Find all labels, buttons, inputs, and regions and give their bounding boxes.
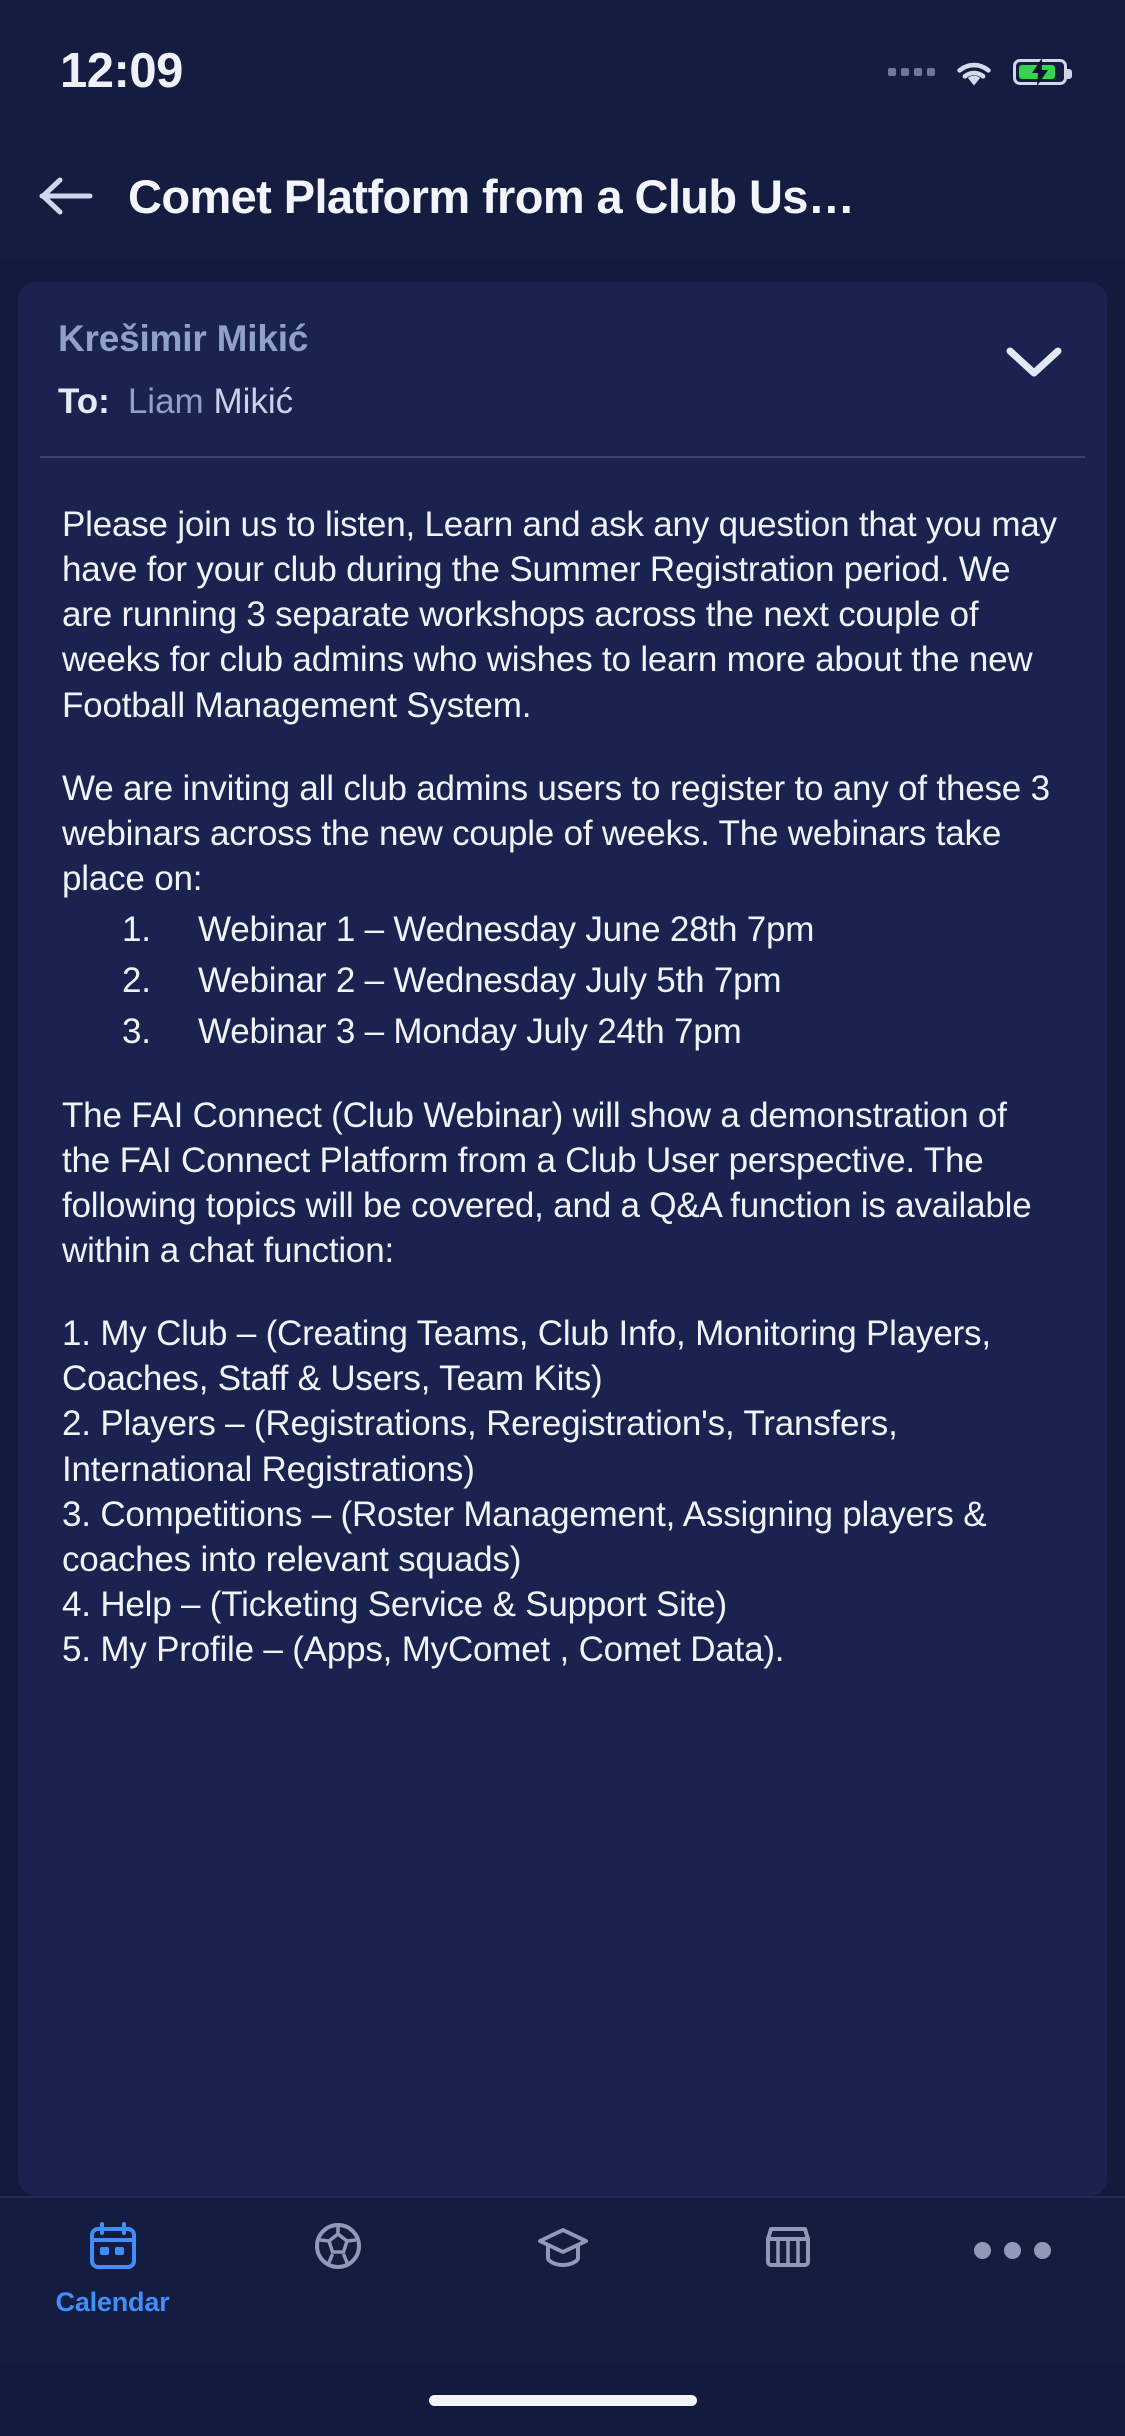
body-paragraph-3: The FAI Connect (Club Webinar) will show a demonstration of the FAI Connect Platform from a Club User perspective. The following topics will be covered, and a Q&A function is available within a chat function:: [62, 1095, 1032, 1270]
tab-more[interactable]: [900, 2220, 1125, 2259]
store-icon: [762, 2220, 814, 2277]
list-item: 3. Competitions – (Roster Management, Assigning players & coaches into relevant squads): [62, 1494, 987, 1579]
tab-football[interactable]: [225, 2220, 450, 2277]
list-item: 2. Players – (Registrations, Reregistration's, Transfers, International Registrations): [62, 1404, 898, 1489]
graduation-cap-icon: [536, 2220, 590, 2277]
email-card: [18, 282, 1107, 2196]
tab-education[interactable]: [450, 2220, 675, 2277]
tab-calendar-label: Calendar: [55, 2287, 170, 2317]
tab-calendar[interactable]: [0, 2220, 225, 2318]
list-item: Webinar 1 – Wednesday June 28th 7pm: [198, 910, 815, 950]
back-arrow-icon[interactable]: [30, 160, 102, 232]
message-content: [0, 260, 1125, 2196]
email-body: [18, 458, 1107, 1672]
list-item: Webinar 2 – Wednesday July 5th 7pm: [198, 961, 782, 1001]
recipient-name: [128, 382, 293, 422]
body-paragraph-2: We are inviting all club admins users to register to any of these 3 webinars across the new couple of weeks. The webinars take place on:: [62, 768, 1050, 898]
list-item: 1. My Club – (Creating Teams, Club Info, Monitoring Players, Coaches, Staff & Users, Team Kits): [62, 1314, 991, 1399]
recipient-row: [58, 382, 1067, 422]
topics-list: [62, 1311, 1063, 1672]
navigation-bar: [0, 132, 1125, 260]
home-indicator-area: [0, 2364, 1125, 2436]
body-paragraph-1: Please join us to listen, Learn and ask any question that you may have for your club during the Summer Registration period. We are running 3 separate workshops across the next couple of weeks for club admins who wishes to learn more about the new Football Management System.: [62, 505, 1057, 725]
signal-dots-icon: [888, 68, 935, 76]
email-header: [18, 282, 1107, 422]
recipient-first: Liam: [127, 382, 204, 421]
recipient-last: Mikić: [213, 382, 294, 421]
status-indicators: [888, 55, 1067, 89]
battery-charging-icon: [1013, 59, 1067, 85]
to-label: To:: [58, 382, 110, 421]
calendar-icon: [87, 2220, 139, 2277]
webinar-list: [62, 907, 1063, 1054]
list-item: 5. My Profile – (Apps, MyComet , Comet Data).: [62, 1630, 785, 1670]
tab-store[interactable]: [675, 2220, 900, 2277]
list-item: 4. Help – (Ticketing Service & Support Site): [62, 1584, 727, 1624]
status-time: 12:09: [60, 44, 183, 98]
wifi-icon: [951, 55, 997, 89]
chevron-down-icon[interactable]: [1005, 344, 1063, 385]
home-indicator[interactable]: [429, 2395, 697, 2406]
football-icon: [312, 2220, 364, 2277]
page-title: Comet Platform from a Club Us…: [128, 169, 855, 223]
tab-bar: [0, 2196, 1125, 2364]
more-dots-icon: [974, 2242, 1051, 2259]
status-bar: [0, 0, 1125, 132]
list-item: Webinar 3 – Monday July 24th 7pm: [198, 1012, 742, 1052]
sender-name: Krešimir Mikić: [58, 318, 309, 359]
